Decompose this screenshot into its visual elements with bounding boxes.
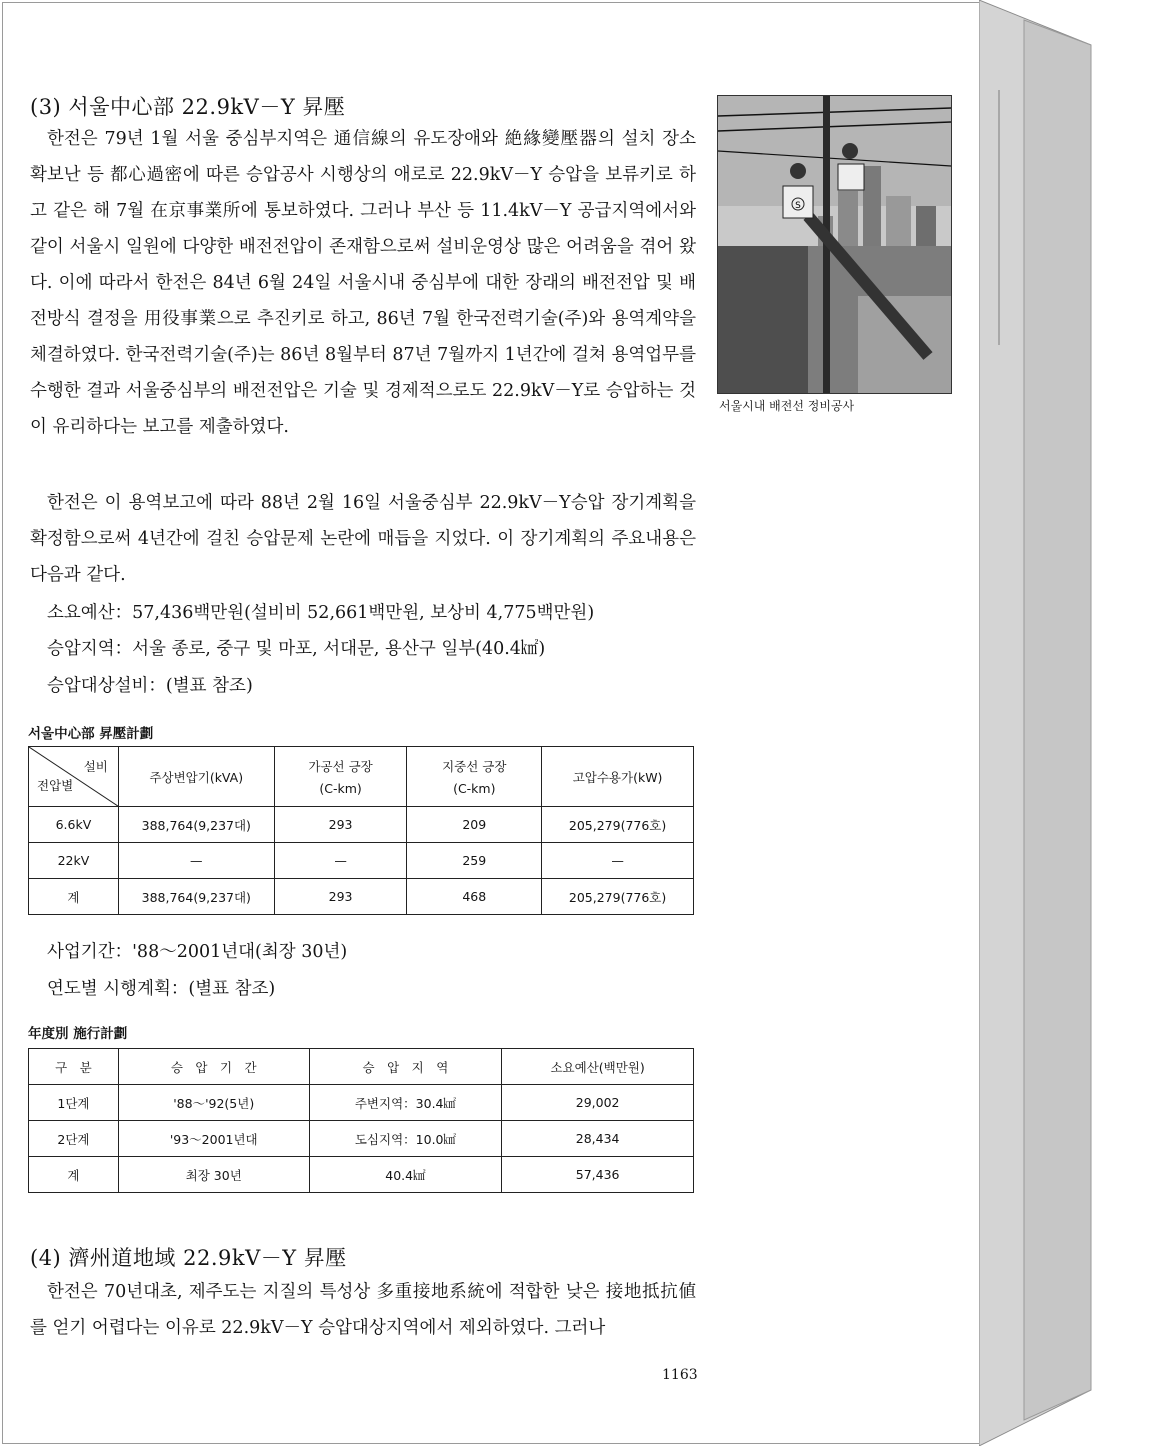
table-1-header-cell: 주상변압기(kVA) — [118, 747, 274, 807]
table-cell: 최장 30년 — [118, 1157, 309, 1193]
table-cell: 6.6kV — [29, 807, 119, 843]
table-2-title: 年度別 施行計劃 — [28, 1026, 128, 1042]
table-cell: 205,279(776호) — [542, 807, 694, 843]
table-2-header-cell: 구 분 — [29, 1049, 119, 1085]
section-4-heading: (4) 濟州道地域 22.9kV－Y 昇壓 — [30, 1246, 347, 1270]
table-cell: 계 — [29, 879, 119, 915]
table-cell: 계 — [29, 1157, 119, 1193]
table-row — [29, 1157, 694, 1193]
yearly-plan-line: 연도별 시행계획：(별표 참조) — [47, 979, 276, 999]
section-3-paragraph-2: 한전은 이 용역보고에 따라 88년 2월 16일 서울중심부 22.9kV－Y승압 장기계획을 확정함으로써 4년간에 걸친 승압문제 논란에 매듭을 지었다. 이 장기계획의 주요내용은 다음과 같다. — [30, 493, 696, 585]
table-row — [29, 1085, 694, 1121]
table-2-header-cell: 승 압 지 역 — [309, 1049, 502, 1085]
table-cell: 205,279(776호) — [542, 879, 694, 915]
table-cell: 468 — [407, 879, 542, 915]
table-1-header-cell: 지중선 긍장 (C-km) — [407, 747, 542, 807]
table-cell: 40.4㎢ — [309, 1157, 502, 1193]
table-cell: 도심지역：10.0㎢ — [309, 1121, 502, 1157]
table-2-header-cell: 소요예산(백만원) — [502, 1049, 694, 1085]
table-1-header-cell: 가공선 긍장 (C-km) — [274, 747, 407, 807]
table-row — [29, 879, 694, 915]
table-cell: 주변지역：30.4㎢ — [309, 1085, 502, 1121]
table-cell: — — [274, 843, 407, 879]
table-cell: 293 — [274, 879, 407, 915]
table-cell: 259 — [407, 843, 542, 879]
photo-caption: 서울시내 배전선 정비공사 — [719, 399, 855, 413]
table-1-upgrade-plan — [28, 746, 694, 915]
table-1-header-row — [29, 747, 694, 807]
table-cell: 388,764(9,237대) — [118, 807, 274, 843]
table-cell: 209 — [407, 807, 542, 843]
corner-bottom-label: 전압별 — [37, 778, 74, 793]
table-1-corner-cell — [29, 747, 119, 807]
section-3-paragraph-1: 한전은 79년 1월 서울 중심부지역은 通信線의 유도장애와 絶緣變壓器의 설치 장소 확보난 등 都心過密에 따른 승압공사 시행상의 애로로 22.9kV－Y 승압을 보류키로 하고 같은 해 7월 在京事業所에 통보하였다. 그러나 부산 등 11.4kV－Y 공급지역에서와 같이 서울시 일원에 다양한 배전전압이 존재함으로써 설비운영상 많은 어려움을 겪어 왔다. 이에 따라서 한전은 84년 6월 24일 서울시내 중심부에 대한 장래의 배전전압 및 배전방식 결정을 用役事業으로 추진키로 하고, 86년 7월 한국전력기술(주)와 용역계약을 체결하였다. 한국전력기술(주)는 86년 8월부터 87년 7월까지 1년간에 걸쳐 용역업무를 수행한 결과 서울중심부의 배전전압은 기술 및 경제적으로도 22.9kV－Y로 승압하는 것이 유리하다는 보고를 제출하였다. — [30, 129, 696, 437]
table-cell: 57,436 — [502, 1157, 694, 1193]
table-2-yearly-plan — [28, 1048, 694, 1193]
book-page-edges — [979, 0, 1173, 1446]
table-cell: 28,434 — [502, 1121, 694, 1157]
corner-top-label: 설비 — [83, 759, 108, 774]
table-cell: 22kV — [29, 843, 119, 879]
table-cell: '88～'92(5년) — [118, 1085, 309, 1121]
budget-line: 소요예산：57,436백만원(설비비 52,661백만원, 보상비 4,775백만원) — [47, 603, 595, 623]
table-row — [29, 1121, 694, 1157]
table-row — [29, 807, 694, 843]
photo-sign-text: S — [795, 201, 801, 211]
equipment-line: 승압대상설비：(별표 참조) — [47, 676, 253, 696]
period-line: 사업기간：'88～2001년대(최장 30년) — [47, 942, 348, 962]
area-line: 승압지역：서울 종로, 중구 및 마포, 서대문, 용산구 일부(40.4㎢) — [47, 639, 546, 659]
table-cell: 2단계 — [29, 1121, 119, 1157]
table-1-title: 서울中心部 昇壓計劃 — [28, 726, 154, 742]
section-3-heading: (3) 서울中心部 22.9kV－Y 昇壓 — [30, 95, 346, 119]
section-4-paragraph-1: 한전은 70년대초, 제주도는 지질의 특성상 多重接地系統에 적합한 낮은 接地抵抗値를 얻기 어렵다는 이유로 22.9kV－Y 승압대상지역에서 제외하였다. 그러나 — [30, 1282, 696, 1338]
table-cell: 29,002 — [502, 1085, 694, 1121]
table-2-header-row — [29, 1049, 694, 1085]
table-cell: — — [542, 843, 694, 879]
table-cell: '93～2001년대 — [118, 1121, 309, 1157]
table-1-header-cell: 고압수용가(kW) — [542, 747, 694, 807]
page-number: 1163 — [662, 1367, 698, 1383]
table-cell: 1단계 — [29, 1085, 119, 1121]
photo-power-line-work — [717, 95, 952, 394]
table-2-header-cell: 승 압 기 간 — [118, 1049, 309, 1085]
table-row — [29, 843, 694, 879]
table-cell: 293 — [274, 807, 407, 843]
table-cell: 388,764(9,237대) — [118, 879, 274, 915]
table-cell: — — [118, 843, 274, 879]
